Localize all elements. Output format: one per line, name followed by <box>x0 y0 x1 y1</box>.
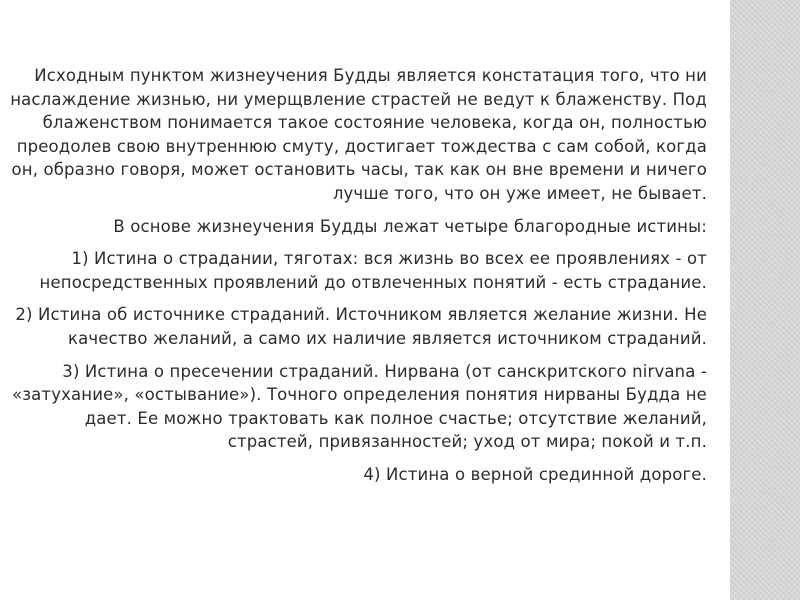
truth-1-paragraph: 1) Истина о страдании, тяготах: вся жизнь во всех ее проявлениях - от непосредственных проявлений до отвлеченных понятий - есть страдание. <box>39 249 707 292</box>
truth-3-paragraph: 3) Истина о пресечении страданий. Нирвана (от санскритского nirvana - «затухание», «остывание»). Точного определения понятия нирваны Будда не дает. Ее можно трактовать как полное счастье; отсутствие желаний, страстей, привязанностей; уход от мира; покой и т.п. <box>12 361 707 452</box>
text-body <box>4 64 707 496</box>
truth-4-paragraph: 4) Истина о верной срединной дороге. <box>363 464 707 484</box>
decorative-side-band <box>730 0 800 600</box>
truths-lead-paragraph: В основе жизнеучения Будды лежат четыре благородные истины: <box>113 216 707 236</box>
truth-2-paragraph: 2) Истина об источнике страданий. Источником является желание жизни. Не качество желаний, а само их наличие является источником страданий. <box>15 305 707 348</box>
intro-paragraph: Исходным пунктом жизнеучения Будды является констатация того, что ни наслаждение жизнью, ни умерщвление страстей не ведут к блаженству. Под блаженством понимается такое состояние человека, когда он, полностью преодолев свою внутреннюю смуту, достигает тождества с сам собой, когда он, образно говоря, может остановить часы, так как он вне времени и ничего лучше того, что он уже имеет, не бывает. <box>10 66 707 203</box>
